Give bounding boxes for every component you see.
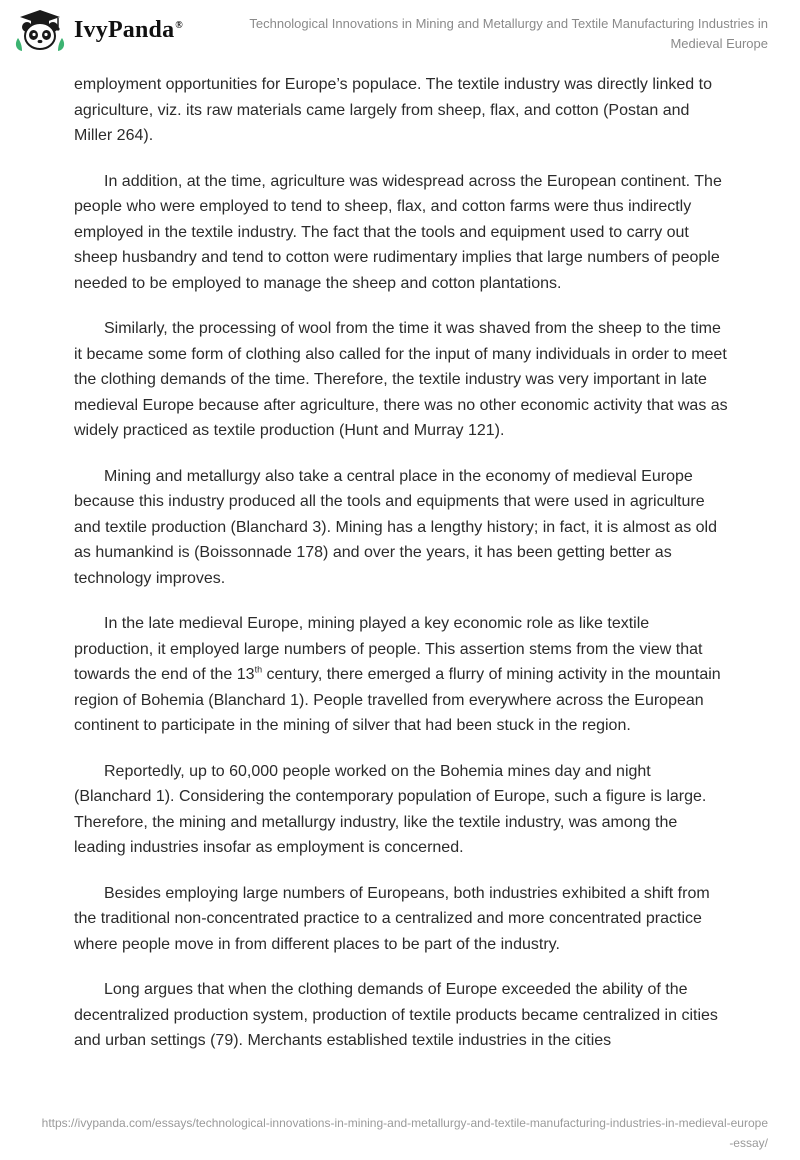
essay-body [74,72,732,1074]
source-url[interactable]: https://ivypanda.com/essays/technological-innovations-in-mining-and-metallurgy-and-textile-manufacturing-industries-in-medieval-europe-essay/ [41,1116,768,1150]
paragraph-5-part-2: century, there emerged a flurry of mining activity in the mountain region of Bohemia (Blanchard 1). People travelled from everywhere across the European continent to participate in the mining of silver that had been stuck in the region. [74,666,721,734]
paragraph-5 [74,611,732,739]
logo[interactable] [14,8,204,52]
registered-mark: ® [175,19,183,31]
ordinal-suffix: th [254,664,263,675]
paragraph-1: employment opportunities for Europe’s populace. The textile industry was directly linked to agriculture, viz. its raw materials came largely from sheep, flax, and cotton (Postan and Miller 264). [74,76,712,144]
paragraph-7: Besides employing large numbers of Europeans, both industries exhibited a shift from the traditional non-concentrated practice to a centralized and more concentrated practice where people move in from different places to be part of the industry. [74,884,710,953]
panda-graduate-icon [14,8,66,52]
paragraph-8: Long argues that when the clothing demands of Europe exceeded the ability of the decentralized production system, production of textile products became centralized in cities and urban settings (79). Merchants established textile industries in the cities [74,981,718,1049]
logo-text: IvyPanda [74,16,175,43]
paragraph-4: Mining and metallurgy also take a central place in the economy of medieval Europe because this industry produced all the tools and equipments that were used in agriculture and textile production (Blanchard 3). Mining has a lengthy history; in fact, it is almost as old as humankind is (Boissonnade 178) and over the years, it has been getting better as technology improves. [74,467,717,587]
page-header [0,0,800,60]
paragraph-3: Similarly, the processing of wool from the time it was shaved from the sheep to the time it became some form of clothing also called for the input of many individuals in order to meet the clothing demands of the time. Therefore, the textile industry was very important in late medieval Europe because after agriculture, there was no other economic activity that was as widely practiced as textile production (Hunt and Murray 121). [74,320,728,439]
paragraph-5-part-1: In the late medieval Europe, mining played a key economic role as like textile production, it employed large numbers of people. This assertion stems from the view that towards the end of the 13 [74,615,703,683]
paragraph-6: Reportedly, up to 60,000 people worked on the Bohemia mines day and night (Blanchard 1). Considering the contemporary population of Europe, such a figure is large. Therefore, the mining and metallurgy industry, like the textile industry, was among the leading industries insofar as employment is concerned. [74,762,707,856]
document-title: Technological Innovations in Mining and Metallurgy and Textile Manufacturing Industries in Medieval Europe [249,16,768,51]
paragraph-2: In addition, at the time, agriculture was widespread across the European continent. The people who were employed to tend to sheep, flax, and cotton farms were thus indirectly employed in the textile industry. The fact that the tools and equipment used to carry out sheep husbandry and tend to cotton were rudimentary implies that large numbers of people needed to be employed to manage the sheep and cotton plantations. [74,172,722,292]
